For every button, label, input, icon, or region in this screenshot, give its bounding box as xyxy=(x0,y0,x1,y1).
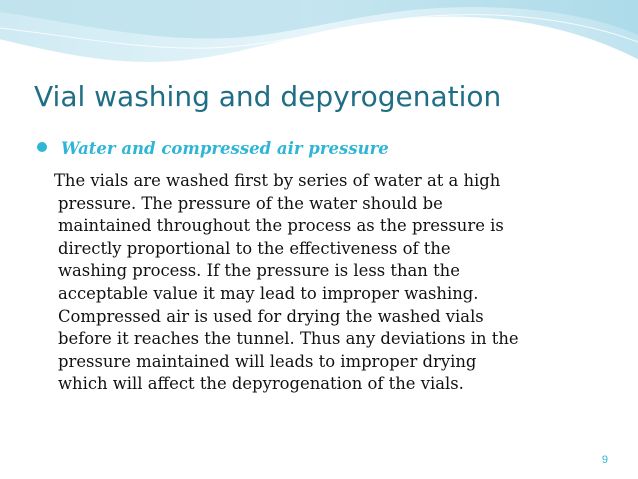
body-line: acceptable value it may lead to improper washing. xyxy=(58,283,479,303)
body-line: pressure. The pressure of the water should be xyxy=(58,193,443,213)
body-line: pressure maintained will leads to improper drying xyxy=(58,351,477,371)
body-paragraph xyxy=(54,170,618,396)
header-wave-decoration xyxy=(0,0,638,80)
page-number: 9 xyxy=(601,454,608,466)
body-line: maintained throughout the process as the pressure is xyxy=(58,216,504,236)
body-line: The vials are washed first by series of water at a high xyxy=(54,171,501,190)
bullet-dot-icon xyxy=(37,142,47,152)
body-line: directly proportional to the effectiveness of the xyxy=(58,238,451,258)
body-line: washing process. If the pressure is less than the xyxy=(58,261,460,281)
slide-title: Vial washing and depyrogenation xyxy=(34,80,502,113)
bullet-heading: Water and compressed air pressure xyxy=(61,139,389,158)
body-line: before it reaches the tunnel. Thus any deviations in the xyxy=(58,329,519,349)
body-line: Compressed air is used for drying the washed vials xyxy=(58,306,484,326)
body-line: which will affect the depyrogenation of the vials. xyxy=(58,374,464,394)
bullet-item xyxy=(37,139,389,163)
